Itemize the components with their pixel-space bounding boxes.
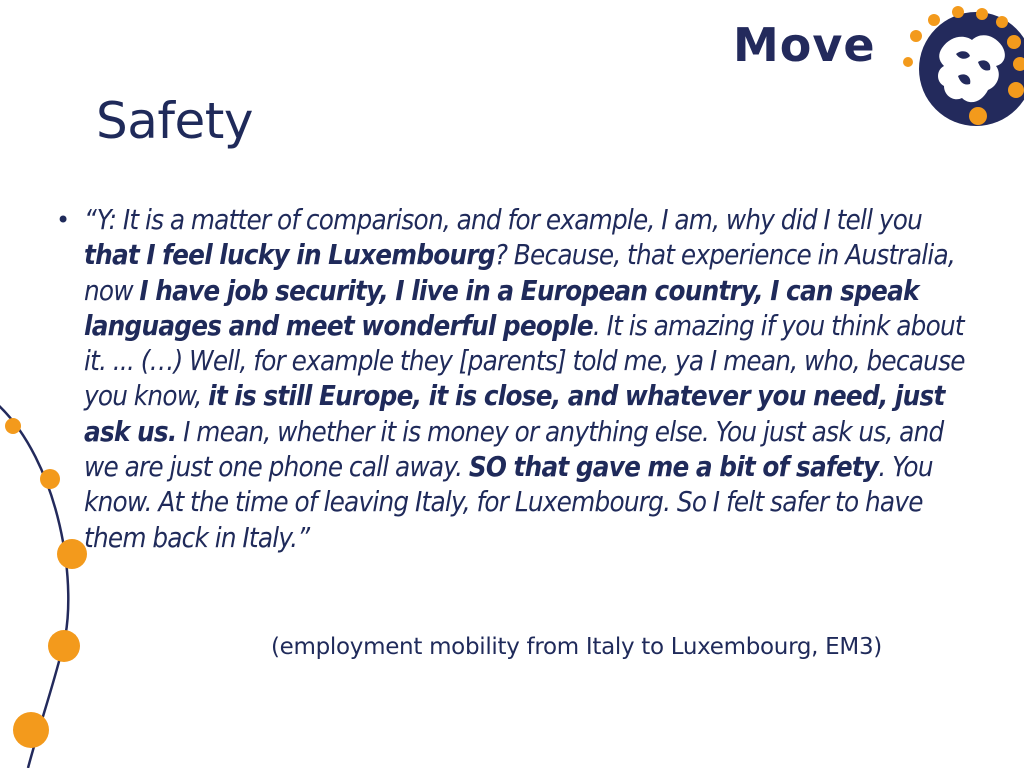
globe-europe-icon [898,6,1024,132]
bullet-item [56,203,986,556]
quote-highlight: I have job security, I live in a European country, I can speak languages and meet wonderful people [84,274,919,342]
bullet-glyph: • [56,206,71,234]
quote-highlight: that I feel lucky in Luxembourg [84,239,495,272]
quote-segment: I mean, whether it is money or anything else. You just ask us, and we are just one phone call away. [84,415,944,484]
quote-segment: . It is amazing if you think about it. ... (…) Well, for example they [parents] told me, ya I mean, who, because you know, [84,309,965,413]
quote-citation: (employment mobility from Italy to Luxembourg, EM3) [271,634,882,660]
interview-quote [84,203,979,556]
move-logo [730,6,1024,132]
quote-segment: ? Because, that experience in Australia, now [84,239,955,307]
logo-text: Move [733,18,876,72]
quote-segment: “Y: It is a matter of comparison, and for example, I am, why did I tell you [84,204,923,236]
quote-block [56,203,986,556]
quote-highlight: it is still Europe, it is close, and whatever you need, just ask us. [84,380,945,448]
quote-segment: . You know. At the time of leaving Italy, for Luxembourg. So I felt safer to have them back in Italy.” [84,451,933,554]
quote-highlight: SO that gave me a bit of safety [468,451,879,484]
slide-title: Safety [96,92,253,150]
